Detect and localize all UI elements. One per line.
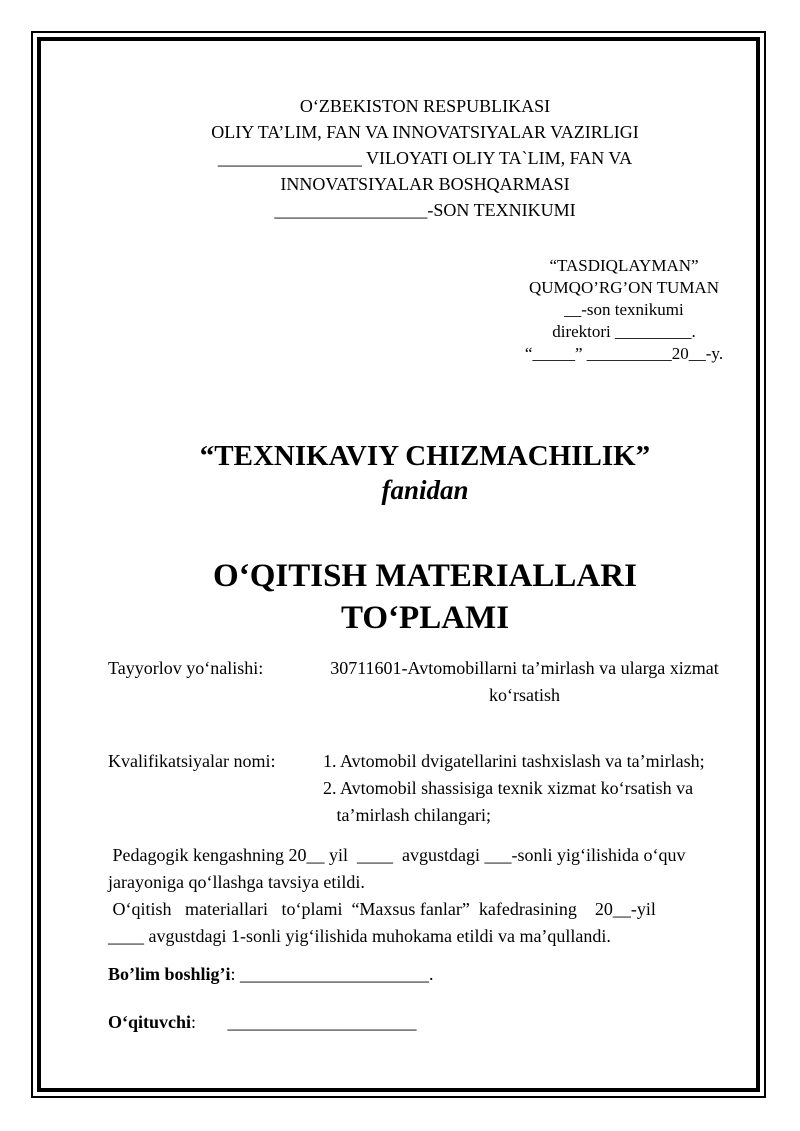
discussion-paragraph-line-2: ____ avgustdagi 1-sonli yig‘ilishida muhokama etildi va ma’qullandi. bbox=[108, 926, 611, 946]
subject-title: “TEXNIKAVIY CHIZMACHILIK” bbox=[199, 440, 651, 472]
field-qualifications-value bbox=[317, 748, 738, 829]
recommendation-paragraph-line-1: Pedagogik kengashning 20__ yil ____ avgustdagi ___-sonli yig‘ilishida o‘quv bbox=[108, 845, 686, 865]
field-direction-value bbox=[317, 655, 732, 709]
field-qualifications-item-2: 2. Avtomobil shassisiga texnik xizmat ko‘rsatish va bbox=[323, 778, 694, 798]
approval-line-date: “_____” __________20__-y. bbox=[524, 344, 724, 363]
field-direction-value-line-2: ko‘rsatish bbox=[489, 685, 560, 705]
main-title-line-1: O‘QITISH MATERIALLARI bbox=[213, 558, 637, 594]
header-line-region: ________________ VILOYATI OLIY TA`LIM, FAN VA bbox=[217, 148, 633, 168]
approval-line-tasdiqlayman: “TASDIQLAYMAN” bbox=[549, 256, 699, 275]
field-qualifications-item-2-cont: ta’mirlash chilangari; bbox=[323, 805, 491, 825]
signature-teacher bbox=[108, 1009, 742, 1036]
subject-subtitle: fanidan bbox=[381, 475, 469, 505]
approval-line-district: QUMQO’RG’ON TUMAN bbox=[529, 278, 719, 297]
header-line-department: INNOVATSIYALAR BOSHQARMASI bbox=[280, 174, 570, 194]
field-qualifications-item-1: 1. Avtomobil dvigatellarini tashxislash va ta’mirlash; bbox=[323, 751, 705, 771]
header-line-country: O‘ZBEKISTON RESPUBLIKASI bbox=[299, 96, 551, 116]
signature-department-head-label: Bo’lim boshlig’i bbox=[108, 964, 231, 984]
approval-block bbox=[502, 255, 746, 365]
field-direction bbox=[108, 655, 742, 709]
field-direction-label: Tayyorlov yo‘nalishi: bbox=[108, 658, 264, 678]
signature-department-head-line: : _____________________. bbox=[230, 964, 434, 984]
discussion-paragraph-line-1: O‘qitish materiallari to‘plami “Maxsus fanlar” kafedrasining 20__-yil bbox=[108, 899, 656, 919]
field-qualifications bbox=[108, 748, 742, 829]
page-content bbox=[108, 41, 742, 1090]
field-direction-value-line-1: 30711601-Avtomobillarni ta’mirlash va ularga xizmat bbox=[330, 658, 719, 678]
field-qualifications-label: Kvalifikatsiyalar nomi: bbox=[108, 751, 276, 771]
signature-department-head bbox=[108, 961, 742, 988]
main-title bbox=[108, 555, 742, 639]
signature-teacher-label: O‘qituvchi bbox=[108, 1012, 192, 1032]
ministry-header bbox=[108, 93, 742, 223]
approval-line-technikum: __-son texnikumi bbox=[564, 300, 684, 319]
approval-line-director: direktori _________. bbox=[552, 322, 696, 341]
recommendation-paragraph-line-2: jarayoniga qo‘llashga tavsiya etildi. bbox=[108, 872, 365, 892]
approval-paragraphs bbox=[108, 842, 742, 950]
main-title-line-2: TO‘PLAMI bbox=[340, 600, 510, 636]
header-line-technikum: _________________-SON TEXNIKUMI bbox=[274, 200, 576, 220]
signature-teacher-line: : _____________________ bbox=[191, 1012, 417, 1032]
header-line-ministry: OLIY TA’LIM, FAN VA INNOVATSIYALAR VAZIRLIGI bbox=[211, 122, 639, 142]
